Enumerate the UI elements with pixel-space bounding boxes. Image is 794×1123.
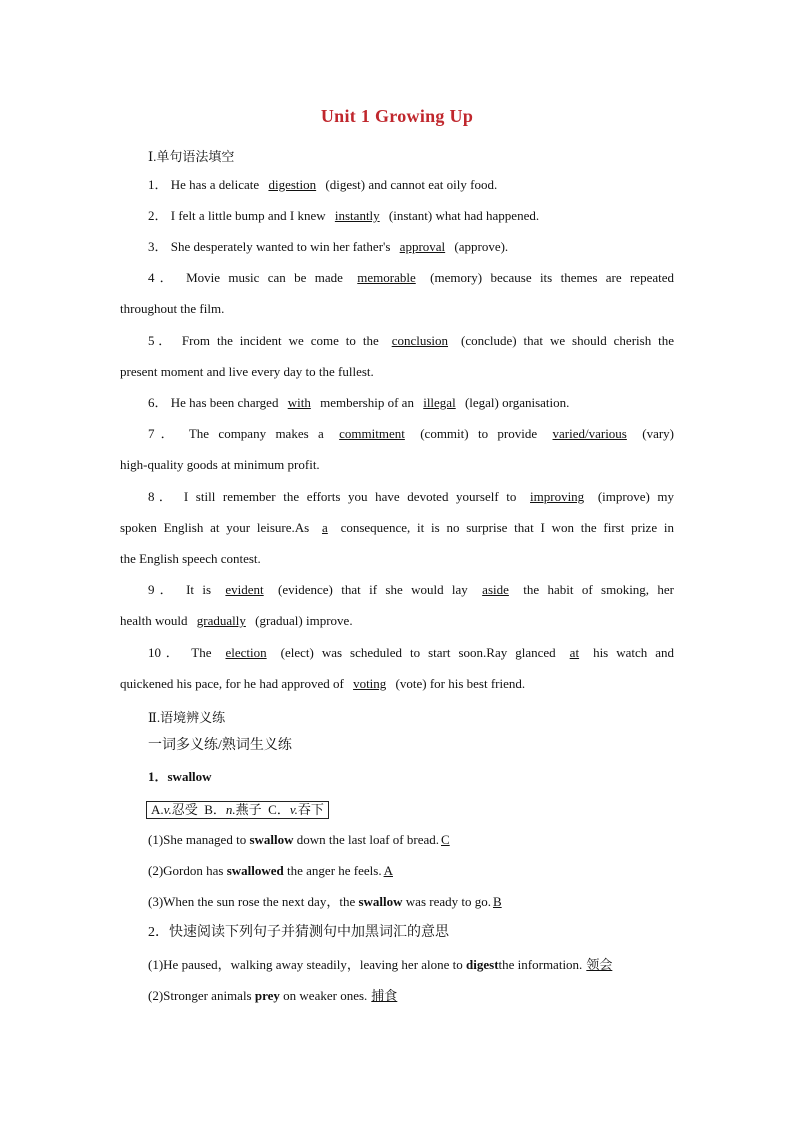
answer-blank: a	[322, 520, 328, 535]
bold-word: digest	[466, 957, 499, 972]
answer-blank: aside	[482, 582, 509, 597]
section-subheading: 一词多义练/熟词生义练	[148, 738, 292, 753]
sentence-text: the anger he feels.	[287, 863, 382, 878]
sentence-text: the information.	[498, 957, 583, 972]
options-box	[146, 801, 329, 819]
question-10-line-2	[120, 676, 525, 692]
option-a-pos: v.	[163, 802, 172, 817]
sentence-text: (2)Gordon has	[148, 863, 224, 878]
question-text: consequence, it is no surprise that I won the first prize in	[340, 520, 674, 535]
question-number: 1．	[148, 177, 168, 192]
question-number: 8．	[148, 489, 177, 504]
sentence-text: down the last loaf of bread.	[296, 832, 439, 847]
sentence-text: (1)She managed to	[148, 832, 247, 847]
section-heading-context: Ⅱ.语境辨义练	[148, 710, 226, 725]
bold-word: swallowed	[226, 863, 284, 878]
word-2-label: 2．快速阅读下列句子并猜测句中加黑词汇的意思	[148, 925, 449, 940]
sentence-text: (2)Stronger animals	[148, 988, 252, 1003]
question-2	[148, 208, 539, 224]
sentence-2-2	[148, 988, 401, 1004]
sentence-text: was ready to go.	[405, 894, 491, 909]
answer-blank: evident	[225, 582, 264, 597]
question-text: The company makes a	[188, 426, 324, 441]
question-3	[148, 239, 508, 255]
question-text: (vary)	[642, 426, 674, 441]
answer-blank: gradually	[196, 613, 246, 628]
question-text: health would	[120, 613, 188, 628]
question-text: It is	[186, 582, 212, 597]
answer-blank: with	[287, 395, 311, 410]
answer-blank: commitment	[339, 426, 405, 441]
question-text: (approve).	[454, 239, 509, 254]
answer-blank: 领会	[586, 957, 613, 972]
page-title: Unit 1 Growing Up	[320, 106, 474, 126]
question-text: quickened his pace, for he had approved of	[120, 676, 344, 691]
question-4-continued: throughout the film.	[120, 301, 225, 316]
answer-blank: conclusion	[391, 333, 449, 348]
question-text: I still remember the efforts you have devoted yourself to	[183, 489, 517, 504]
question-text: The	[191, 645, 212, 660]
question-text: He has been charged	[170, 395, 279, 410]
answer-blank: illegal	[423, 395, 456, 410]
question-text: (digest) and cannot eat oily food.	[325, 177, 498, 192]
sentence-text: (3)When the sun rose the next day，the	[148, 894, 356, 909]
question-1	[148, 177, 497, 193]
question-text: (elect) was scheduled to start soon.Ray glanced	[280, 645, 556, 660]
sentence-1-3	[148, 894, 506, 910]
question-text: (conclude) that we should cherish the	[460, 333, 675, 348]
question-9	[148, 582, 674, 598]
option-b-pos: n.	[225, 802, 236, 817]
question-number: 9．	[148, 582, 178, 597]
question-number: 3．	[148, 239, 168, 254]
option-b: B．	[204, 802, 226, 817]
question-text: (commit) to provide	[420, 426, 538, 441]
question-8-continued: the English speech contest.	[120, 551, 261, 566]
option-c-pos: v.	[289, 802, 298, 817]
bold-word: swallow	[249, 832, 294, 847]
question-text: spoken English at your leisure.As	[120, 520, 310, 535]
question-8	[148, 489, 674, 505]
option-c-text: 吞下	[297, 802, 324, 817]
question-9-line-2	[120, 613, 353, 629]
question-10	[148, 645, 674, 661]
question-text: From the incident we come to the	[181, 333, 379, 348]
question-number: 4．	[148, 270, 178, 285]
sentence-text: on weaker ones.	[283, 988, 368, 1003]
question-text: the habit of smoking, her	[523, 582, 675, 597]
question-text: (legal) organisation.	[464, 395, 570, 410]
answer-blank: 捕食	[371, 988, 398, 1003]
bold-word: swallow	[358, 894, 403, 909]
question-text: his watch and	[593, 645, 675, 660]
question-7-continued: high-quality goods at minimum profit.	[120, 457, 320, 472]
question-text: (evidence) that if she would lay	[278, 582, 468, 597]
question-5	[148, 333, 674, 349]
section-heading-grammar: Ⅰ.单句语法填空	[148, 149, 235, 164]
question-4	[148, 270, 674, 286]
question-5-continued: present moment and live every day to the fullest.	[120, 364, 374, 379]
answer-blank: approval	[399, 239, 446, 254]
answer-blank: C	[441, 832, 450, 847]
option-c: C．	[268, 802, 290, 817]
question-number: 10．	[148, 645, 184, 660]
word-1-label: 1．swallow	[148, 769, 212, 784]
question-number: 7．	[148, 426, 180, 441]
sentence-2-1	[148, 957, 616, 973]
answer-blank: B	[492, 894, 502, 909]
question-text: (gradual) improve.	[255, 613, 353, 628]
answer-blank: instantly	[334, 208, 380, 223]
option-a: A.	[151, 802, 164, 817]
sentence-1-2	[148, 863, 397, 879]
sentence-text: (1)He paused，walking away steadily，leaving her alone to	[148, 957, 463, 972]
question-text: (memory) because its themes are repeated	[430, 270, 674, 285]
question-text: (improve) my	[597, 489, 675, 504]
answer-blank: at	[569, 645, 580, 660]
question-text: I felt a little bump and I knew	[170, 208, 326, 223]
question-number: 5．	[148, 333, 175, 348]
sentence-1-1	[148, 832, 454, 848]
question-text: She desperately wanted to win her father's	[170, 239, 391, 254]
question-6	[148, 395, 569, 411]
question-text: (instant) what had happened.	[388, 208, 540, 223]
answer-blank: improving	[530, 489, 585, 504]
question-number: 6．	[148, 395, 168, 410]
question-7	[148, 426, 674, 442]
question-text: He has a delicate	[170, 177, 260, 192]
question-8-line-2	[120, 520, 674, 536]
answer-blank: A	[383, 863, 393, 878]
answer-blank: voting	[353, 676, 387, 691]
answer-blank: memorable	[357, 270, 416, 285]
answer-blank: digestion	[268, 177, 317, 192]
option-a-text: 忍受	[171, 802, 198, 817]
question-text: membership of an	[320, 395, 414, 410]
answer-blank: varied/various	[552, 426, 627, 441]
question-text: Movie music can be made	[186, 270, 343, 285]
answer-blank: election	[225, 645, 267, 660]
question-number: 2．	[148, 208, 168, 223]
option-b-text: 燕子	[235, 802, 262, 817]
question-text: (vote) for his best friend.	[395, 676, 526, 691]
bold-word: prey	[254, 988, 280, 1003]
